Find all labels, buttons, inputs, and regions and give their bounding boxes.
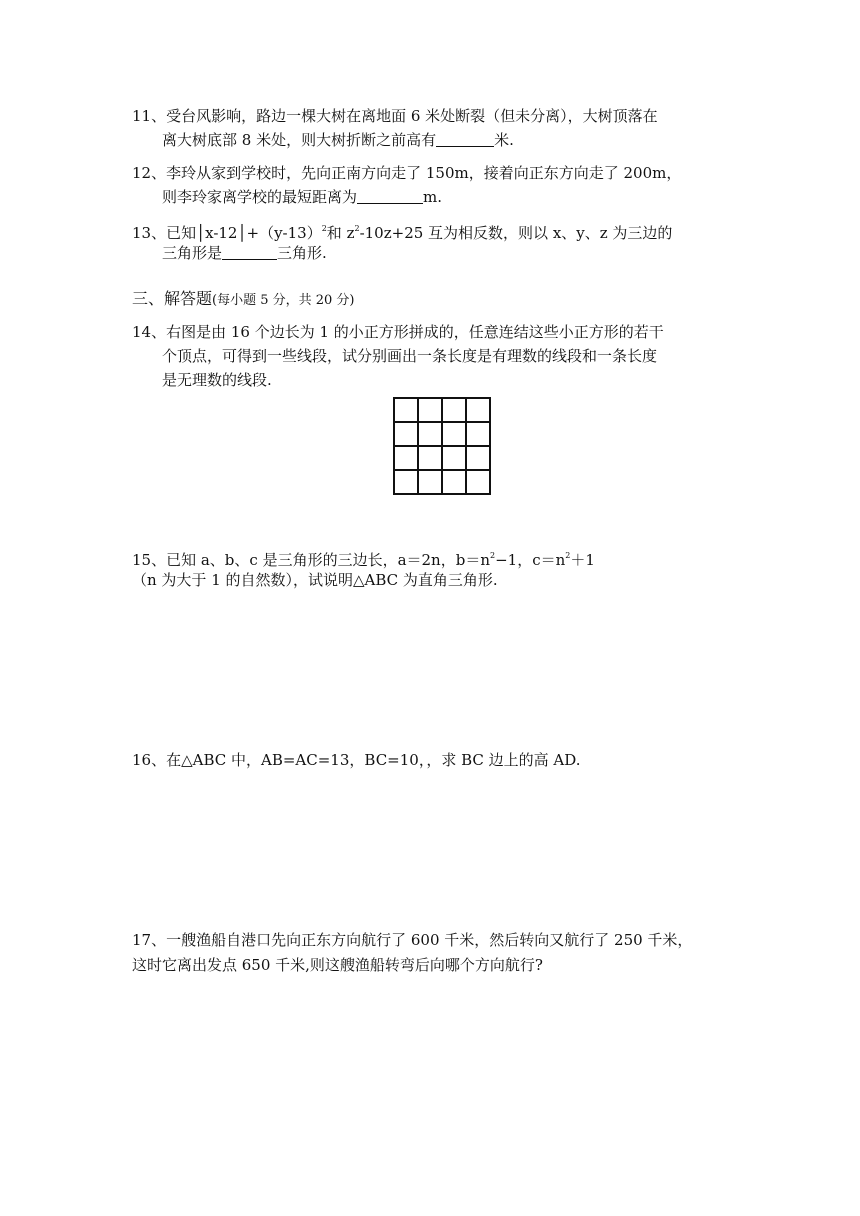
q14-line2: 个顶点，可得到一些线段，试分别画出一条长度是有理数的线段和一条长度 xyxy=(162,347,658,365)
q17-line1: 17、一艘渔船自港口先向正东方向航行了 600 千米，然后转向又航行了 250 千米， xyxy=(132,931,693,949)
section-title: 三、解答题 xyxy=(132,289,213,308)
q13-text-b: 和 z xyxy=(326,224,355,242)
q13-line1 xyxy=(132,219,672,243)
q15-text-a: 15、已知 a、b、c 是三角形的三边长，a＝2n，b＝n xyxy=(132,551,490,569)
section-note: (每小题 5 分，共 20 分) xyxy=(212,293,355,308)
q17-line2: 这时它离出发点 650 千米,则这艘渔船转弯后向哪个方向航行? xyxy=(132,956,543,974)
q12-line2 xyxy=(162,187,442,207)
q16-line1: 16、在△ABC 中，AB=AC=13，BC=10，，求 BC 边上的高 AD. xyxy=(132,751,581,769)
q14-line1: 14、右图是由 16 个边长为 1 的小正方形拼成的，任意连结这些小正方形的若干 xyxy=(132,323,664,341)
exponent: 2 xyxy=(321,224,327,233)
q15-line2: （n 为大于 1 的自然数），试说明△ABC 为直角三角形. xyxy=(132,571,498,589)
exponent: 2 xyxy=(354,224,360,233)
q12-line2-unit: m. xyxy=(423,188,443,206)
answer-blank[interactable] xyxy=(357,189,423,204)
answer-blank[interactable] xyxy=(222,245,277,260)
square-grid-figure xyxy=(393,397,491,495)
q11-line1: 11、受台风影响，路边一棵大树在离地面 6 米处断裂（但未分离），大树顶落在 xyxy=(132,107,658,125)
q15-text-b: −1，c＝n xyxy=(495,551,566,569)
q13-line2-tail: 三角形. xyxy=(277,244,327,262)
answer-blank[interactable] xyxy=(436,132,494,147)
exponent: 2 xyxy=(565,551,571,560)
q15-line1 xyxy=(132,546,595,570)
q15-text-c: ＋1 xyxy=(570,551,595,569)
q11-line2-text: 离大树底部 8 米处，则大树折断之前高有 xyxy=(162,131,437,149)
q13-line2 xyxy=(162,243,327,263)
q13-line2-text: 三角形是 xyxy=(162,244,223,262)
q11-line2 xyxy=(162,130,514,150)
q14-line3: 是无理数的线段. xyxy=(162,371,272,389)
q11-line2-unit: 米. xyxy=(494,131,514,149)
q13-text-a: 13、已知│x-12│+（y-13） xyxy=(132,224,322,242)
q12-line1: 12、李玲从家到学校时，先向正南方向走了 150m，接着向正东方向走了 200m， xyxy=(132,164,682,182)
q13-text-c: -10z+25 互为相反数，则以 x、y、z 为三边的 xyxy=(359,224,673,242)
section-heading xyxy=(132,289,355,311)
q12-line2-text: 则李玲家离学校的最短距离为 xyxy=(162,188,358,206)
exponent: 2 xyxy=(489,551,496,560)
